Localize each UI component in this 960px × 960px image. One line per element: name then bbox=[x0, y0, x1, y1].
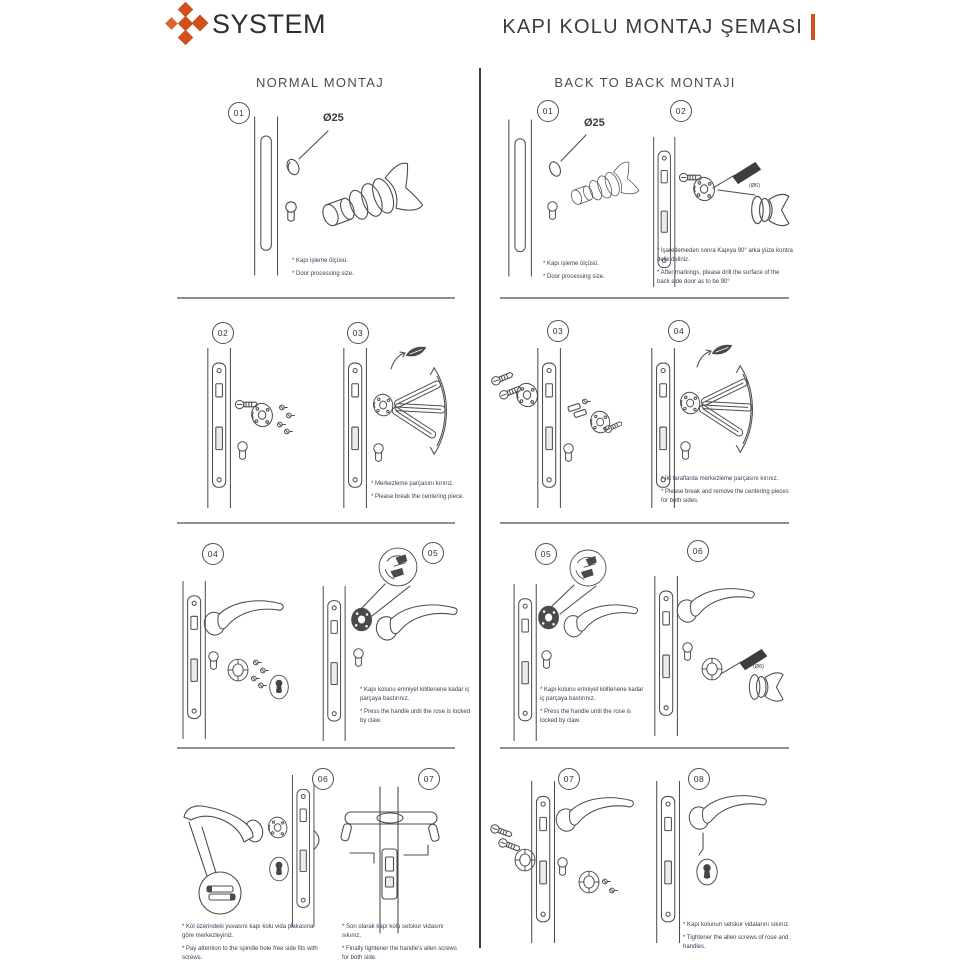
step-panel-r07 bbox=[490, 765, 640, 957]
page-title: KAPI KOLU MONTAJ ŞEMASI bbox=[502, 15, 803, 38]
step-panel-r05 bbox=[490, 538, 642, 743]
step-panel-r02 bbox=[645, 95, 795, 300]
drill-diameter-label: (Ø6) bbox=[753, 664, 764, 670]
caption-tr: * Kol üzerindeki yuvasını kapı kolu vida plakasına göre merkezleyiniz. bbox=[182, 924, 314, 939]
step-number-badge: 06 bbox=[687, 540, 709, 562]
step-number-badge: 07 bbox=[418, 768, 440, 790]
caption-tr: * İşaretlemeden sonra Kapıya 90° arka yüze kontra delik deliniz. bbox=[657, 248, 793, 263]
row-divider bbox=[177, 747, 455, 749]
caption-en: * After markings, please drill the surface of the back side door as to be 90° bbox=[657, 270, 780, 285]
step-panel-r06 bbox=[645, 538, 797, 743]
step-panel-l07 bbox=[338, 765, 470, 960]
column-divider bbox=[479, 68, 481, 948]
caption-en: * Press the handle until the rose is locked by claw. bbox=[360, 709, 471, 724]
step-number-badge: 05 bbox=[422, 542, 444, 564]
system-logo-icon bbox=[164, 3, 206, 45]
title-accent-bar bbox=[811, 14, 815, 40]
hole-diameter-label: Ø25 bbox=[323, 112, 344, 124]
caption-tr: * Kapı kolunu emniyet kilitlenene kadar iç parçaya bastırınız. bbox=[540, 687, 644, 702]
caption-tr: * Kapı kolunun setskur vidalarını sıkınız. bbox=[683, 922, 790, 928]
step-number-badge: 08 bbox=[688, 768, 710, 790]
step-panel-r08 bbox=[645, 765, 797, 957]
step-panel-r04 bbox=[645, 315, 795, 515]
row-divider bbox=[500, 522, 789, 524]
step-number-badge: 02 bbox=[212, 322, 234, 344]
step-panel-l02 bbox=[180, 315, 330, 515]
caption-en: * Press the handle until the rose is locked by claw. bbox=[540, 709, 632, 724]
row-divider bbox=[177, 522, 455, 524]
caption-en: * Please break and remove the centering pieces for both sides. bbox=[661, 489, 789, 504]
step-number-badge: 02 bbox=[670, 100, 692, 122]
step-number-badge: 04 bbox=[668, 320, 690, 342]
caption-en: * Finally tightener the handle's allen screws for both side. bbox=[342, 946, 457, 960]
step-panel-l03 bbox=[335, 315, 475, 515]
brand-header bbox=[164, 3, 326, 45]
step-panel-l04 bbox=[180, 538, 320, 743]
row-divider bbox=[177, 297, 455, 299]
step-number-badge: 05 bbox=[535, 543, 557, 565]
step-panel-l05 bbox=[322, 538, 472, 743]
illustration-r03 bbox=[490, 315, 640, 515]
caption-en: * Door processing size. bbox=[543, 274, 605, 280]
step-number-badge: 07 bbox=[558, 768, 580, 790]
step-number-badge: 03 bbox=[547, 320, 569, 342]
caption-en: * Door processing size. bbox=[292, 271, 354, 277]
caption-tr: * İki taraflarda merkezleme parçasını kırınız. bbox=[661, 476, 779, 482]
illustration-l02 bbox=[180, 315, 330, 515]
caption-en: * Please break the centering piece. bbox=[371, 494, 465, 500]
document-title-wrap bbox=[470, 14, 815, 40]
caption-tr: * Son olarak kapı kolu setskur vidasını sıkınız. bbox=[342, 924, 444, 939]
caption-tr: * Merkezleme parçasını kırınız. bbox=[371, 481, 454, 487]
step-panel-r01 bbox=[490, 95, 640, 300]
step-number-badge: 01 bbox=[537, 100, 559, 122]
step-panel-r03 bbox=[490, 315, 640, 515]
caption-tr: * Kapı kolunu emniyet kilitlenene kadar iç parçaya bastırınız. bbox=[360, 687, 470, 702]
step-number-badge: 04 bbox=[202, 543, 224, 565]
drill-diameter-label: (Ø6) bbox=[749, 183, 760, 189]
step-number-badge: 01 bbox=[228, 102, 250, 124]
step-number-badge: 06 bbox=[312, 768, 334, 790]
step-panel-l01 bbox=[180, 95, 470, 295]
caption-tr: * Kapı işleme ölçüsü. bbox=[543, 261, 600, 267]
column-title-normal: NORMAL MONTAJ bbox=[255, 75, 385, 90]
column-title-backtoback: BACK TO BACK MONTAJI bbox=[554, 75, 736, 90]
step-panel-l06 bbox=[180, 765, 330, 960]
caption-en: * Tightener the allen screws of rose and handles. bbox=[683, 935, 789, 950]
step-number-badge: 03 bbox=[347, 322, 369, 344]
illustration-l04 bbox=[180, 538, 320, 743]
hole-diameter-label: Ø25 bbox=[584, 117, 605, 129]
illustration-r07 bbox=[490, 765, 640, 957]
brand-name: SYSTEM bbox=[212, 8, 327, 39]
caption-tr: * Kapı işleme ölçüsü. bbox=[292, 258, 349, 264]
row-divider bbox=[500, 747, 789, 749]
illustration-r06 bbox=[645, 538, 797, 743]
caption-en: * Pay attention to the spindle hole free side fits with screws. bbox=[182, 946, 318, 960]
